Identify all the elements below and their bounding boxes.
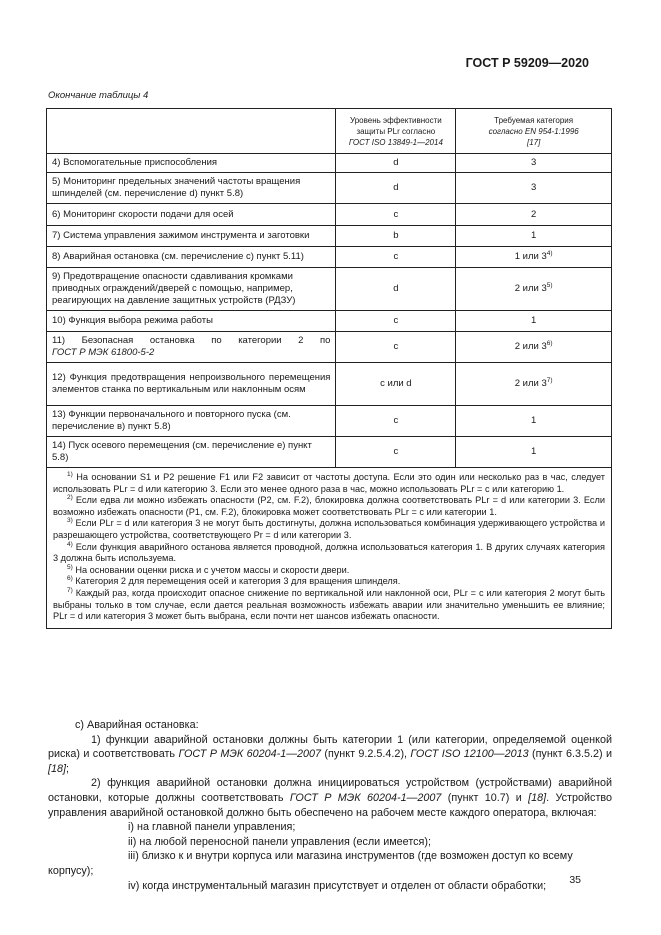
list-item: iii) близко к и внутри корпуса или магазина инструментов (где возможен доступ ко всему [128, 850, 573, 863]
footnote: $^{1)}$ На основании S1 и P2 решение F1 или F2 зависит от частоты доступа. Если это один или несколько раз в час, следует использовать PLr = d или категорию 3. Если это менее одного раза в час, можно использовать PLr = c или категорию 1. [53, 470, 605, 494]
row-category: 2 [456, 204, 612, 226]
row-category: 1 [456, 437, 612, 468]
list-item: i) на главной панели управления; [128, 821, 296, 834]
row-name: 13) Функции первоначального и повторного пуска (см. перечисление в) пункт 5.8) [47, 406, 336, 437]
row-plr: d [336, 268, 456, 311]
table-row [47, 247, 612, 268]
row-category: 1 [456, 311, 612, 332]
table-row [47, 332, 612, 363]
row-plr: c или d [336, 363, 456, 406]
table-row [47, 204, 612, 226]
header-category: Требуемая категория согласно EN 954-1:1996 [17] [456, 109, 612, 154]
document-standard-number: ГОСТ Р 59209—2020 [465, 56, 589, 70]
row-category: 3 [456, 173, 612, 204]
table-row [47, 268, 612, 311]
footnote-ref: 7) [546, 376, 553, 384]
table-row [47, 226, 612, 247]
row-plr: d [336, 154, 456, 173]
footnote: $^{4)}$ Если функция аварийного останова является проводной, должна использоваться категория 1. В других случаях категория 3 должна быть используема. [53, 540, 605, 564]
row-plr: c [336, 332, 456, 363]
section-heading: с) Аварийная остановка: [75, 719, 199, 731]
row-name: 8) Аварийная остановка (см. перечисление с) пункт 5.11) [47, 247, 336, 268]
footnote: $^{2)}$ Если едва ли можно избежать опасности (P2, см. F.2), блокировка должна соответствовать PLr = d или категории 3. Если возможно избежать опасности (P1, см. F.2), блокировка может соответствовать PLr = c или категории 1. [53, 494, 605, 517]
reference: ГОСТ Р МЭК 60204-1—2007 [289, 791, 442, 804]
row-name: 9) Предотвращение опасности сдавливания кромками приводных ограждений/дверей с помощью, например, реагирующих на давление защитных устройств (РДЗУ) [47, 268, 336, 311]
row-category: 1 [456, 406, 612, 437]
table-header-row [47, 109, 612, 154]
table-footnotes [47, 468, 612, 629]
reference: ГОСТ Р МЭК 60204-1—2007 [178, 748, 322, 761]
row-name: 6) Мониторинг скорости подачи для осей [47, 204, 336, 226]
table-row [47, 437, 612, 468]
row-category: 2 или 3$^{5)}$ [456, 268, 612, 311]
footnote-ref: 6) [546, 339, 553, 347]
page-number: 35 [569, 874, 581, 886]
header-empty-cell [47, 109, 336, 154]
table-caption: Окончание таблицы 4 [48, 90, 149, 101]
row-plr: c [336, 311, 456, 332]
footnote: $^{5)}$ На основании оценки риска и с учетом массы и скорости двери. [67, 563, 350, 575]
footnote: $^{7)}$ Каждый раз, когда происходит опасное снижение по вертикальной или наклонной оси, PLr = c или категория 2 могут быть выбраны только в том случае, если дается реальная возможность избежать аварии или значительно уменьшить ее влияние; PLr = d или категория 3 может быть выбрана, если почти нет шансов избежать опасности. [53, 586, 605, 622]
footnote-ref: 5) [546, 281, 553, 289]
row-name: 4) Вспомогательные приспособления [47, 154, 336, 173]
list-item-continuation: корпусу); [48, 864, 94, 877]
row-name: 10) Функция выбора режима работы [47, 311, 336, 332]
table-row [47, 406, 612, 437]
table-row [47, 311, 612, 332]
row-category: 2 или 3$^{6)}$ [456, 332, 612, 363]
table-4 [46, 108, 612, 629]
reference: ГОСТ ISO 12100—2013 [410, 748, 529, 761]
reference: [18] [48, 762, 67, 775]
paragraph: 1) функции аварийной остановки должны быть категории 1 (или категории, определяемой оценкой риска) и соответствовать ГОСТ Р МЭК 60204-1—2007 (пункт 9.2.5.4.2), ГОСТ ISO 12100—2013 (пункт 6.3.5.2) и [18]; [48, 733, 612, 775]
row-category: 1 [456, 226, 612, 247]
footnote: $^{6)}$ Категория 2 для перемещения осей и категория 3 для вращения шпинделя. [67, 575, 401, 587]
row-name: 7) Система управления зажимом инструмента и заготовки [47, 226, 336, 247]
paragraph: 2) функция аварийной остановки должна инициироваться устройством (устройствами) аварийной остановки, которые должны соответствовать ГОСТ Р МЭК 60204-1—2007 (пункт 10.7) и [18]. Устройство управления аварийной остановкой должно быть обеспечено на рабочем месте каждого оператора, включая: [48, 777, 613, 819]
row-name: 14) Пуск осевого перемещения (см. перечисление е) пункт 5.8) [47, 437, 336, 468]
row-plr: c [336, 204, 456, 226]
row-plr: c [336, 437, 456, 468]
row-name: 5) Мониторинг предельных значений частоты вращения шпинделей (см. перечисление d) пункт 5.8) [47, 173, 336, 204]
footnote-ref: 4) [546, 249, 553, 257]
body-text [48, 718, 612, 893]
table-row [47, 154, 612, 173]
reference: [18] [528, 791, 547, 804]
row-category: 1 или 3$^{4)}$ [456, 247, 612, 268]
footnote: $^{3)}$ Если PLr = d или категория 3 не могут быть достигнуты, должна использоваться комбинация удерживающего устройства и разрешающего устройства, соответствующего Pr = d или категории 3. [53, 517, 605, 540]
row-plr: c [336, 406, 456, 437]
row-category: 3 [456, 154, 612, 173]
row-category: 2 или 3$^{7)}$ [456, 363, 612, 406]
table-row [47, 173, 612, 204]
row-plr: d [336, 173, 456, 204]
list-item: iv) когда инструментальный магазин присутствует и отделен от области обработки; [128, 879, 547, 892]
table-row [47, 363, 612, 406]
list-item: ii) на любой переносной панели управления (если имеется); [128, 835, 431, 848]
row-name: 11) Безопасная остановка по категории 2 по ГОСТ Р МЭК 61800-5-2 [47, 332, 336, 363]
table-notes-row [47, 468, 612, 629]
header-plr: Уровень эффективности защиты PLr согласно ГОСТ ISO 13849-1—2014 [336, 109, 456, 154]
row-plr: c [336, 247, 456, 268]
row-plr: b [336, 226, 456, 247]
row-name: 12) Функция предотвращения непроизвольного перемещения элементов станка по вертикальным или наклонным осям [47, 363, 336, 406]
